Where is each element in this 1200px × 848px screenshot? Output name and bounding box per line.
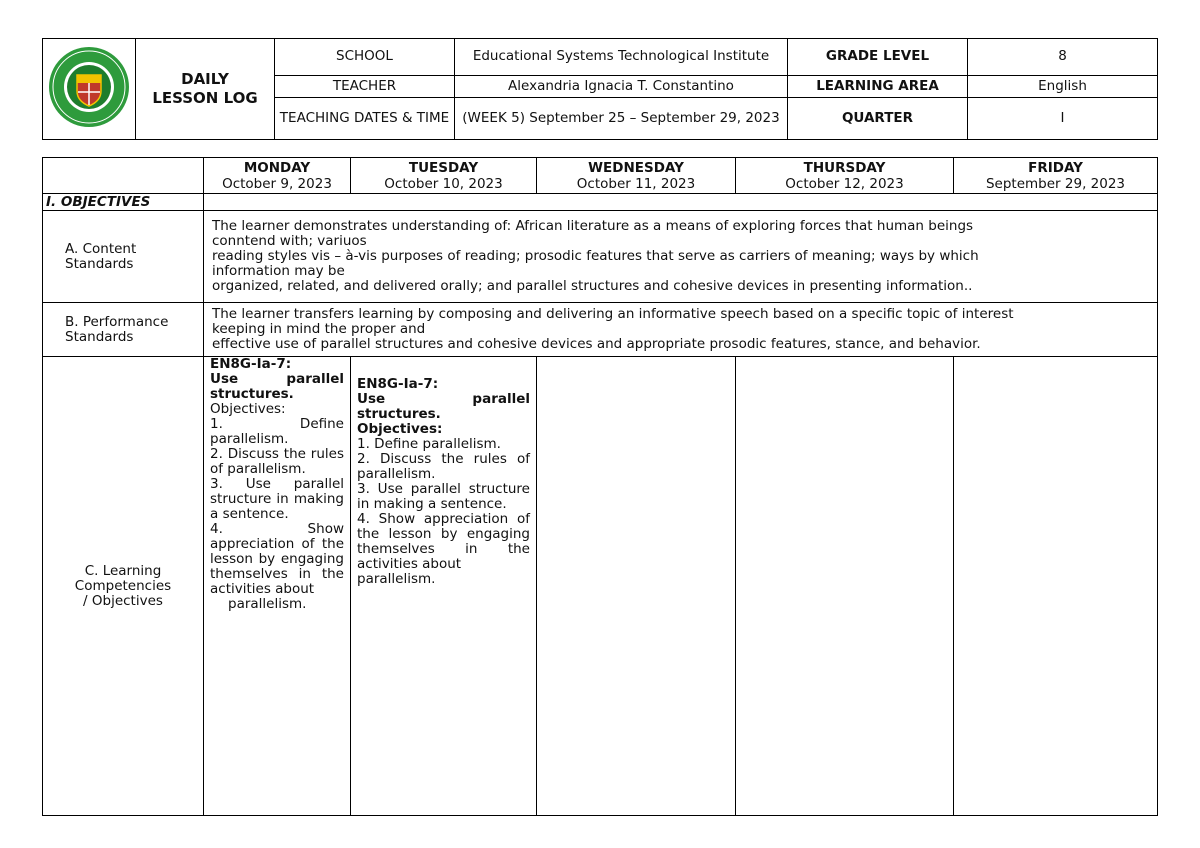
tuesday-objectives xyxy=(351,357,537,816)
learning-competencies-label xyxy=(43,357,204,816)
grade-level-value: 8 xyxy=(968,39,1158,76)
performance-line: The learner transfers learning by composing and delivering an informative speech based on a specific topic of interest xyxy=(212,306,1014,322)
objective-item: parallelism. xyxy=(357,571,436,587)
day-header-tuesday xyxy=(351,158,537,194)
content-line: The learner demonstrates understanding of: African literature as a means of exploring forces that human beings xyxy=(212,218,974,234)
day-date: October 9, 2023 xyxy=(222,175,332,192)
objective-item: 2. Discuss the rules of parallelism. xyxy=(357,451,530,482)
objective-item: 1. Define parallelism. xyxy=(210,416,344,447)
corner-cell xyxy=(43,158,204,194)
day-name: THURSDAY xyxy=(803,159,886,176)
quarter-label: QUARTER xyxy=(788,98,968,140)
days-row xyxy=(43,158,1158,194)
header-table xyxy=(42,38,1158,140)
lesson-log-table xyxy=(42,157,1158,816)
day-header-monday xyxy=(204,158,351,194)
day-name: TUESDAY xyxy=(408,159,479,176)
day-header-friday xyxy=(954,158,1158,194)
objective-item: 3. Use parallel structure in making a sentence. xyxy=(210,476,344,522)
day-name: WEDNESDAY xyxy=(588,159,684,176)
objective-item: 3. Use parallel structure in making a sentence. xyxy=(357,481,530,512)
content-line: reading styles vis – à-vis purposes of reading; prosodic features that serve as carriers of meaning; ways by which xyxy=(212,248,979,264)
competency-code: EN8G-Ia-7: xyxy=(357,376,439,392)
day-header-wednesday xyxy=(537,158,736,194)
objectives-label: Objectives: xyxy=(210,401,286,417)
objective-item: 4. Show appreciation of the lesson by engaging themselves in the activities about xyxy=(210,521,344,597)
content-standards-label xyxy=(43,211,204,303)
school-logo-cell xyxy=(43,39,136,140)
school-label: SCHOOL xyxy=(275,39,455,76)
objective-item: 1. Define parallelism. xyxy=(357,436,501,452)
thursday-objectives xyxy=(736,357,954,816)
teacher-value: Alexandria Ignacia T. Constantino xyxy=(455,75,788,97)
content-standards-label-text: A. Content Standards xyxy=(65,240,137,272)
comp-label-line: C. Learning xyxy=(84,562,162,579)
grade-level-label: GRADE LEVEL xyxy=(788,39,968,76)
competency-title: Use parallel structures. xyxy=(357,391,530,422)
school-value: Educational Systems Technological Institute xyxy=(455,39,788,76)
objectives-heading-blank xyxy=(204,194,1158,211)
comp-label-line: Competencies xyxy=(74,577,172,594)
performance-standards-label-text: B. Performance Standards xyxy=(65,313,169,345)
title-line-1: DAILY xyxy=(181,70,229,88)
performance-line: keeping in mind the proper and xyxy=(212,321,426,337)
content-line: organized, related, and delivered orally; and parallel structures and cohesive devices in presenting information.. xyxy=(212,278,973,294)
comp-label-line: / Objectives xyxy=(83,592,163,609)
friday-objectives xyxy=(954,357,1158,816)
day-name: FRIDAY xyxy=(1028,159,1083,176)
day-date: September 29, 2023 xyxy=(985,175,1126,192)
objectives-heading: I. OBJECTIVES xyxy=(43,194,204,211)
objective-item: 2. Discuss the rules of parallelism. xyxy=(210,446,344,477)
daily-lesson-log-title xyxy=(136,39,275,140)
teaching-dates-value: (WEEK 5) September 25 – September 29, 2023 xyxy=(455,98,788,140)
performance-standards-label xyxy=(43,303,204,357)
objectives-label: Objectives: xyxy=(357,421,443,437)
title-line-2: LESSON LOG xyxy=(152,89,258,107)
content-line: information may be xyxy=(212,263,345,279)
day-header-thursday xyxy=(736,158,954,194)
monday-objectives xyxy=(204,357,351,816)
day-date: October 12, 2023 xyxy=(785,175,904,192)
performance-standards-text xyxy=(204,303,1158,357)
competency-code: EN8G-Ia-7: xyxy=(210,356,292,372)
day-name: MONDAY xyxy=(243,159,311,176)
objective-tail: parallelism. xyxy=(228,596,307,612)
teacher-label: TEACHER xyxy=(275,75,455,97)
teaching-dates-label: TEACHING DATES & TIME xyxy=(275,98,455,140)
content-standards-text xyxy=(204,211,1158,303)
competency-title: Use parallel structures. xyxy=(210,371,344,402)
day-date: October 11, 2023 xyxy=(576,175,696,192)
wednesday-objectives xyxy=(537,357,736,816)
performance-line: effective use of parallel structures and cohesive devices and appropriate prosodic features, stance, and behavior. xyxy=(212,336,981,352)
day-date: October 10, 2023 xyxy=(384,175,503,192)
content-line: conntend with; variuos xyxy=(212,233,367,249)
school-logo-icon xyxy=(43,39,135,135)
learning-area-label: LEARNING AREA xyxy=(788,75,968,97)
learning-area-value: English xyxy=(968,75,1158,97)
objective-item: 4. Show appreciation of the lesson by engaging themselves in the activities about xyxy=(357,511,530,572)
quarter-value: I xyxy=(968,98,1158,140)
